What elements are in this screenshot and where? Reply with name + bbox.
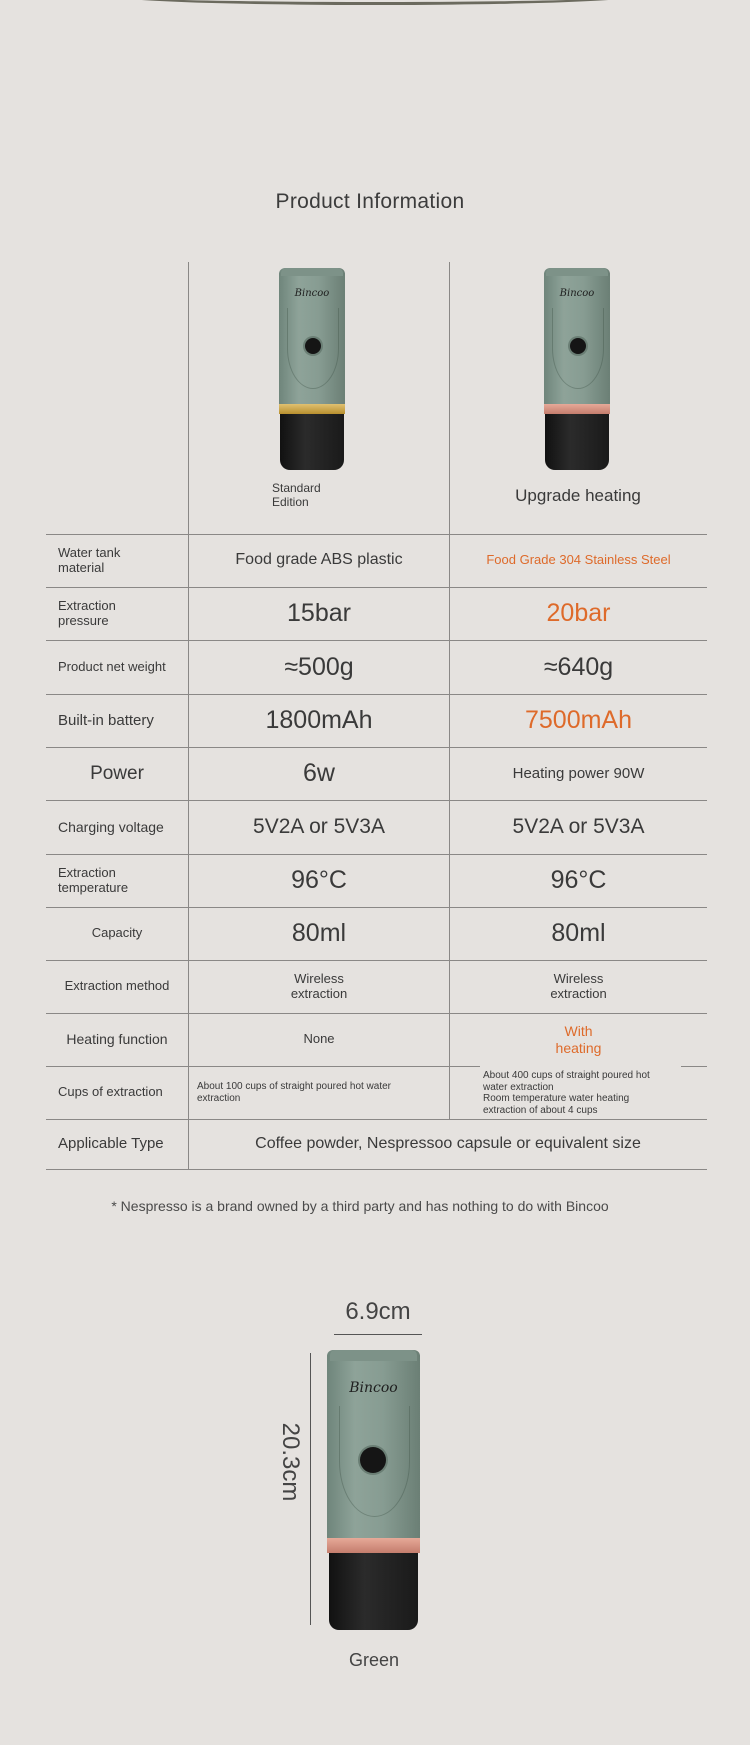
- cell-upgrade-power: Heating power 90W: [512, 764, 645, 782]
- gold-ring: [279, 404, 345, 414]
- row-label-applicable: Applicable Type: [58, 1135, 164, 1153]
- cell-upgrade-method: Wireless extraction: [550, 970, 607, 1001]
- row-label-battery: Built-in battery: [58, 711, 154, 729]
- product-image-green: [327, 1350, 420, 1630]
- column-header-standard: Standard Edition: [272, 481, 321, 509]
- cell-upgrade-heating: With heating: [555, 1023, 602, 1056]
- cell-upgrade-charging: 5V2A or 5V3A: [512, 814, 645, 838]
- cell-standard-cups: About 100 cups of straight poured hot water extraction: [197, 1081, 392, 1104]
- cell-standard-capacity: 80ml: [291, 919, 347, 948]
- brand-logo: Bincoo: [294, 288, 330, 299]
- disclaimer-note: * Nespresso is a brand owned by a third party and has nothing to do with Bincoo: [111, 1198, 609, 1214]
- cell-upgrade-temperature: 96°C: [550, 866, 607, 895]
- row-label-water-tank: Water tank material: [58, 544, 121, 575]
- dimension-width-line: [334, 1334, 422, 1335]
- cell-standard-power: 6w: [303, 759, 335, 788]
- cell-upgrade-water-tank: Food Grade 304 Stainless Steel: [486, 552, 671, 568]
- cell-applicable-value: Coffee powder, Nespressoo capsule or equivalent size: [255, 1134, 641, 1152]
- dimension-height: 20.3cm: [277, 1422, 304, 1502]
- rose-ring: [544, 404, 610, 414]
- row-label-pressure: Extraction pressure: [58, 597, 116, 628]
- row-label-charging: Charging voltage: [58, 818, 164, 835]
- cell-upgrade-weight: ≈640g: [543, 652, 614, 681]
- row-label-heating: Heating function: [66, 1031, 168, 1048]
- dimension-width: 6.9cm: [345, 1298, 411, 1325]
- row-label-temperature: Extraction temperature: [58, 864, 129, 895]
- power-button-icon: [360, 1447, 386, 1473]
- cell-standard-temperature: 96°C: [291, 866, 347, 895]
- cell-upgrade-pressure: 20bar: [546, 599, 611, 628]
- page-title: Product Information: [275, 190, 465, 213]
- row-label-weight: Product net weight: [58, 658, 166, 674]
- top-decoration-arc: [110, 0, 640, 5]
- cell-standard-battery: 1800mAh: [265, 706, 373, 735]
- cell-standard-charging: 5V2A or 5V3A: [253, 814, 385, 838]
- row-label-method: Extraction method: [64, 978, 170, 994]
- row-label-power: Power: [90, 762, 144, 784]
- cell-upgrade-capacity: 80ml: [551, 919, 606, 948]
- table-row-line: [681, 1066, 707, 1067]
- cell-standard-water-tank: Food grade ABS plastic: [235, 551, 403, 569]
- power-button-icon: [305, 338, 321, 354]
- cell-standard-heating: None: [303, 1031, 335, 1047]
- cell-upgrade-battery: 7500mAh: [524, 706, 633, 735]
- rose-ring: [327, 1538, 420, 1553]
- dimension-height-line: [310, 1353, 311, 1625]
- cell-standard-method: Wireless extraction: [290, 970, 348, 1001]
- product-image-standard: [279, 268, 345, 470]
- cell-standard-weight: ≈500g: [284, 652, 354, 681]
- power-button-icon: [570, 338, 586, 354]
- row-label-cups: Cups of extraction: [58, 1084, 163, 1100]
- brand-logo: Bincoo: [349, 1380, 398, 1396]
- row-label-capacity: Capacity: [91, 925, 143, 941]
- product-image-upgrade: [544, 268, 610, 470]
- column-header-upgrade: Upgrade heating: [515, 486, 641, 506]
- cell-upgrade-cups-extra: Room temperature water heating extraction of about 4 cups: [483, 1093, 630, 1116]
- cell-upgrade-cups: About 400 cups of straight poured hot water extraction: [483, 1070, 650, 1093]
- cell-standard-pressure: 15bar: [287, 599, 351, 628]
- table-row-line: [46, 1169, 707, 1170]
- brand-logo: Bincoo: [559, 288, 595, 299]
- color-name: Green: [348, 1650, 400, 1670]
